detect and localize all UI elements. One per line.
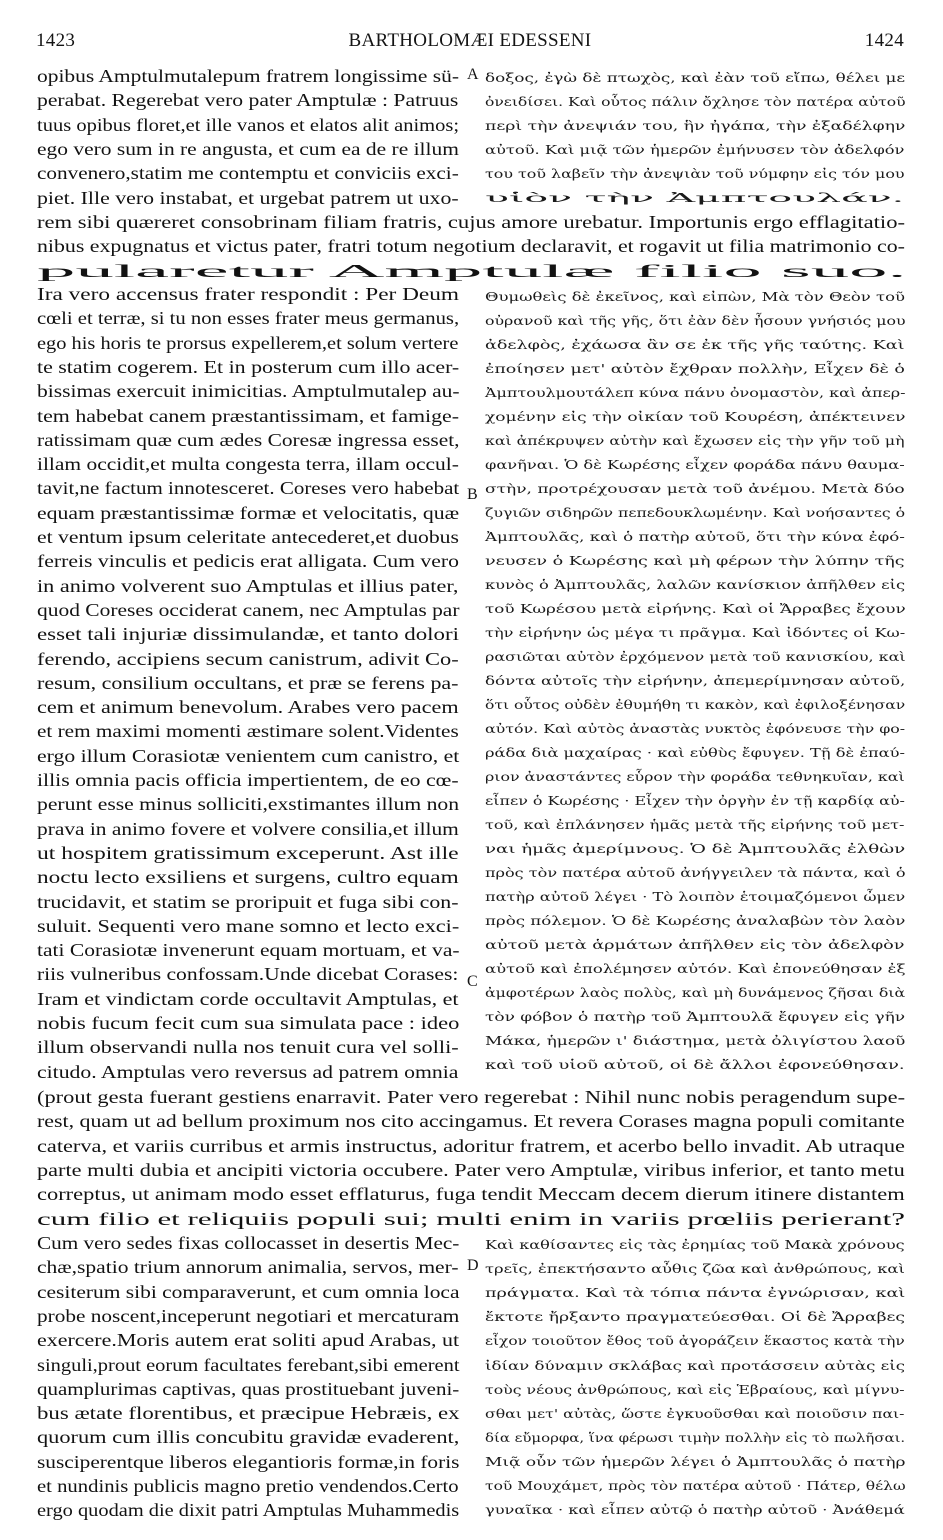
latin-line: ferendo, accipiens secum canistrum, adivit Co- <box>37 648 459 669</box>
greek-line: κυνὸς ὁ Ἀμπτουλᾶς, λαλῶν κανίσκιον ἀπῆλθεν εἰς <box>485 577 906 592</box>
greek-line: χομένην εἰς τὴν οἰκίαν τοῦ Κουρέση, ἀπέκτεινεν <box>485 409 906 424</box>
greek-line: Καὶ καθίσαντες εἰς τὰς ἐρημίας τοῦ Μακὰ χρόνους <box>485 1237 905 1252</box>
latin-line: tem habebat canem præstantissimam, et famige- <box>37 405 460 426</box>
greek-line: ὅτι οὗτος οὐδὲν ἐθυμήθη τι κακὸν, καὶ ἐφιλοξένησαν <box>485 697 906 712</box>
latin-line-full: nibus expugnatus et victus pater, fratri totum negotium declaravit, et rogavit ut filia matrimonio co- <box>37 236 905 257</box>
greek-line: τοῦ Κωρέσου μετὰ εἰρήνης. Καὶ οἱ Ἄρραβες ἔχουν <box>485 601 906 616</box>
greek-line: ἔκτοτε ἤρξαντο πραγματεύεσθαι. Οἱ δὲ Ἄρραβες <box>485 1309 906 1325</box>
greek-line: αὐτοῦ μετὰ ἁρμάτων ἀπῆλθεν εἰς τὸν ἀδελφὸν <box>485 937 905 952</box>
latin-line: probe noscent,inceperunt negotiari et mercaturam <box>37 1305 460 1326</box>
greek-line: στὴν, προτρέχουσαν μετὰ τοῦ ἀνέμου. Μετὰ δύο <box>485 481 905 496</box>
greek-line: περὶ τὴν ἀνεψιάν του, ἣν ἠγάπα, τὴν ἐξαδέλφην <box>485 118 906 133</box>
latin-line: quamplurimas captivas, quas prostituebant juveni- <box>37 1378 460 1399</box>
latin-line: Iram et vindictam corde occultavit Amptulas, et <box>37 988 459 1009</box>
latin-line-full: rest, quam ut ad bellum proximum nos cito accingamus. Et revera Corases magna populi comitante <box>37 1111 905 1132</box>
latin-line: prava in animo fovere et volvere consilia,et illum <box>37 818 459 839</box>
latin-line: ferreis vinculis et pedicis erat alligata. Cum vero <box>37 551 459 572</box>
greek-line: Μάκα, ἡμερῶν ι' διάστημα, μετὰ ὀλιγίστου λαοῦ <box>485 1033 906 1048</box>
latin-line: tavit,ne factum innotesceret. Coreses vero habebat <box>37 478 460 499</box>
greek-line: πράγματα. Καὶ τὰ τόπια πάντα ἐγνώρισαν, καὶ <box>485 1285 906 1301</box>
greek-line: εἶχον τοιοῦτον ἔθος τοῦ ἀγοράζειν ἕκαστος κατὰ τὴν <box>485 1333 905 1349</box>
latin-line: chæ,spatio trium annorum animalia, servos, mer- <box>37 1257 459 1278</box>
latin-line: singuli,prout eorum facultates ferebant,sibi emerent <box>37 1354 460 1375</box>
latin-line-full: cum filio et reliquiis populi sui; multi enim in variis prœliis perierant? <box>37 1208 906 1229</box>
greek-line: δία εὔμορφα, ἵνα φέρωσι τιμὴν πολλὴν εἰς τὸ πωλῆσαι. <box>485 1429 906 1445</box>
latin-line: trucidavit, et statim se proripuit et fuga sibi con- <box>37 891 459 912</box>
greek-line: τρεῖς, ἐπεκτήσαντο αὖθις ζῶα καὶ ἀνθρώπους, καὶ <box>485 1261 905 1277</box>
greek-line: ζυγιῶν σιδηρῶν πεπεδουκλωμένην. Καὶ νοήσαντες ὁ <box>485 505 906 520</box>
greek-line: αὐτοῦ καὶ ἐπολέμησεν αὐτόν. Καὶ ἐπονεύθησαν ἐξ <box>485 961 906 976</box>
greek-line: αὐτοῦ. Καὶ μιᾷ τῶν ἡμερῶν ἐμήνυσεν τὸν ἀδελφόν <box>485 142 905 157</box>
latin-line: citudo. Amptulas vero reversus ad patrem omnia <box>37 1061 459 1082</box>
latin-line: ut hospitem gratissimum exceperunt. Ast ille <box>37 842 459 863</box>
greek-line: καὶ τοῦ υἱοῦ αὐτοῦ, οἱ δὲ ἄλλοι ἐφονεύθησαν. <box>485 1057 905 1072</box>
greek-line: υἱὸν τὴν Ἀμπτουλάν. <box>485 190 905 205</box>
latin-line: bus ætate florentibus, et præcipue Hebræis, ex <box>37 1403 460 1424</box>
latin-line: Cum vero sedes fixas collocasset in desertis Mec- <box>37 1233 460 1253</box>
latin-line: tuus opibus floret,et ille vanos et elatos alit animos; <box>37 114 460 135</box>
latin-line: riis vulneribus confossam.Unde dicebat Corases: <box>37 964 459 985</box>
latin-line: ego his horis te prorsus expellerem,et solum vertere <box>37 332 459 353</box>
greek-line: ἐποίησεν μετ' αὐτὸν ἔχθραν πολλὴν, Εἶχεν δὲ ὁ <box>485 361 905 376</box>
greek-line: εἶπεν ὁ Κωρέσης · Εἶχεν τὴν ὀργὴν ἐν τῇ καρδίᾳ αὐ- <box>485 793 905 808</box>
greek-line: ὀνειδίσει. Καὶ οὗτος πάλιν ὄχλησε τὸν πατέρα αὐτοῦ <box>485 94 906 109</box>
latin-line-full: correptus, ut animam modo esset efflaturus, fuga tendit Meccam decem dierum itinere distantem <box>37 1184 905 1205</box>
margin-letter: B <box>467 486 478 503</box>
latin-line: equam præstantissimæ formæ et velocitatis, quæ <box>37 502 460 523</box>
page-header <box>36 30 904 58</box>
latin-line: et ventum ipsum celeritate antecederet,et duobus <box>37 527 459 547</box>
margin-letter: D <box>467 1257 479 1274</box>
greek-line: ἀδελφὸς, ἐχάωσα ἂν σε ἐκ τῆς γῆς ταύτης. Καὶ <box>485 337 905 352</box>
running-title: BARTHOLOMÆI EDESSENI <box>348 30 592 51</box>
latin-line: cesiterum sibi comparaverunt, et cum omnia loca <box>37 1281 460 1302</box>
latin-line: ergo quodam die dixit patri Amptulas Muhammedis <box>37 1500 460 1521</box>
latin-line: resum, consilium occultans, et præ se ferens pa- <box>37 672 459 693</box>
latin-line: Ira vero accensus frater respondit : Per Deum <box>37 284 460 304</box>
latin-line-full: rem sibi quæreret consobrinam filiam fratris, cujus amore urebatur. Importunis ergo efflagitatio- <box>37 212 906 232</box>
latin-line: te statim cogerem. Et in posterum cum illo acer- <box>37 356 460 377</box>
greek-line: τὸν φόβον ὁ πατὴρ τοῦ Ἀμπτουλᾶ ἔφυγεν εἰς γῆν <box>485 1009 906 1024</box>
latin-line: ergo illum Corasiotæ venientem cum canistro, et <box>37 745 460 766</box>
greek-line: πρὸς πόλεμον. Ὁ δὲ Κωρέσης ἀναλαβὼν τὸν λαὸν <box>485 913 906 928</box>
latin-line: cœli et terræ, si tu non esses frater meus germanus, <box>37 308 460 329</box>
greek-line: Μιᾷ οὖν τῶν ἡμερῶν λέγει ὁ Ἀμπτουλᾶς ὁ πατὴρ <box>485 1453 906 1469</box>
latin-line-full: parte multi dubia et ancipiti victoria occubere. Pater vero Amptulæ, viribus inferior, et tanto metu <box>37 1159 905 1180</box>
greek-line: πατὴρ αὐτοῦ λέγει · Τὸ λοιπὸν ἑτοιμαζόμενοι ὦμεν <box>485 889 906 904</box>
latin-line-full: pularetur Amptulæ filio suo. <box>37 260 907 281</box>
latin-line: cem et animum benevolum. Arabes vero pacem <box>37 697 459 718</box>
greek-line: τοῦ, καὶ ἐπλάνησεν ἡμᾶς μετὰ τῆς εἰρήνης τοῦ μετ- <box>485 817 905 832</box>
greek-line: φανῆναι. Ὁ δὲ Κωρέσης εἶχεν φοράδα πάνυ θαυμα- <box>485 457 905 472</box>
latin-line: illam occidit,et multa congesta terra, illam occul- <box>37 454 459 475</box>
greek-line: σθαι μετ' αὐτὰς, ὥστε ἐγκυοῦσθαι καὶ ποιοῦσιν παι- <box>485 1405 905 1421</box>
greek-line: πρὸς τὸν πατέρα αὐτοῦ ἀνήγγειλεν τὰ πάντα, καὶ ὁ <box>485 865 906 880</box>
greek-line: δοξος, ἐγὼ δὲ πτωχὸς, καὶ ἐὰν τοῦ εἴπω, θέλει με <box>485 70 906 85</box>
latin-line-full: (prout gesta fuerant gestiens enarravit. Pater vero regerebat : Nihil nunc nobis peragendum supe- <box>37 1087 906 1107</box>
greek-line: τοὺς νέους ἀνθρώπους, καὶ εἰς Ἑβραίους, καὶ μίγνυ- <box>485 1381 905 1397</box>
latin-line: opibus Amptulmutalepum fratrem longissime sü- <box>37 66 459 86</box>
greek-line: δόντα αὐτοῖς τὴν εἰρήνην, ἀπεμερίμνησαν αὐτοῦ, <box>485 673 906 688</box>
latin-line: et rem maximi momenti æstimare solent.Videntes <box>37 721 459 742</box>
latin-line: perunt esse minus solliciti,exstimantes illum non <box>37 794 460 815</box>
greek-line: ρασιῶται αὐτὸν ἐρχόμενον μετὰ τοῦ κανισκίου, καὶ <box>485 649 906 664</box>
latin-line: quod Coreses occiderat canem, nec Amptulas par <box>37 599 460 620</box>
latin-line: illis omnia pacis officia impertientem, de eo cœ- <box>37 770 459 790</box>
latin-line: susciperentque liberos elegantioris formæ,in foris <box>37 1451 460 1472</box>
greek-line: καὶ ἀπέκρυψεν αὐτὴν καὶ ἔχωσεν εἰς τὴν γῆν τοῦ μὴ <box>485 433 905 448</box>
greek-line: Ἀμπτουλμουτάλεπ κύνα πάνυ ὀνομαστὸν, καὶ ἀπερ- <box>485 385 906 400</box>
greek-line: αὐτόν. Καὶ αὐτὸς ἀναστὰς νυκτὸς ἐφόνευσε τὴν φο- <box>485 721 906 736</box>
latin-line: in animo volverent suo Amptulas et illius pater, <box>37 575 459 596</box>
latin-line: perabat. Regerebat vero pater Amptulæ : Patruus <box>37 90 459 111</box>
greek-line: Ἀμπτουλᾶς, καὶ ὁ πατὴρ αὐτοῦ, ὅτι τὴν κύνα ἐφό- <box>485 529 905 544</box>
greek-line: Θυμωθεὶς δὲ ἐκεῖνος, καὶ εἰπὼν, Μὰ τὸν Θεὸν τοῦ <box>485 289 905 304</box>
latin-line: tati Corasiotæ invenerunt equam mortuam, et va- <box>37 940 460 961</box>
greek-line: του τοῦ λαβεῖν τὴν ἀνεψιὰν τοῦ νύμφην εἰς τόν μου <box>485 166 905 181</box>
latin-line: esset tali injuriæ dissimulandæ, et tanto dolori <box>37 624 460 645</box>
latin-line: illum observandi nulla nos tenuit cura vel solli- <box>37 1037 459 1058</box>
greek-line: τοῦ Μουχάμετ, πρὸς τὸν πατέρα αὐτοῦ · Πάτερ, θέλω <box>485 1478 906 1493</box>
latin-line: convenero,statim me contemptu et conviciis exci- <box>37 163 459 184</box>
greek-line: τὴν εἰρήνην ὡς μέγα τι πρᾶγμα. Καὶ ἰδόντες οἱ Κω- <box>485 625 906 640</box>
greek-line: ριον ἀναστάντες εὗρον τὴν φοράδα τεθνηκυῖαν, καὶ <box>485 769 905 784</box>
page-number-left: 1423 <box>36 30 76 51</box>
greek-line: ράδα διὰ μαχαίρας · καὶ εὐθὺς ἔφυγεν. Τῇ δὲ ἐπαύ- <box>485 745 905 760</box>
greek-line: ἀμφοτέρων λαὸς πολὺς, καὶ μὴ δυνάμενος ζῆσαι διὰ <box>485 985 906 1000</box>
latin-line: nobis fucum fecit cum sua simulata pace : ideo <box>37 1013 460 1033</box>
latin-line: suluit. Sequenti vero mane somno et lecto exci- <box>37 915 460 936</box>
latin-line: ego vero sum in re angusta, et cum ea de re illum <box>37 138 459 159</box>
latin-line-full: caterva, et variis curribus et armis instructus, adoritur fratrem, et acerbo bello invadit. Ab utraque <box>37 1135 905 1156</box>
greek-line: ναι ἡμᾶς ἀμερίμνους. Ὁ δὲ Ἀμπτουλᾶς ἐλθὼν <box>485 841 906 856</box>
latin-line: piet. Ille vero instabat, et urgebat patrem ut uxo- <box>37 187 459 208</box>
latin-line: exercere.Moris autem erat soliti apud Arabas, ut <box>37 1330 460 1351</box>
margin-letter: A <box>467 66 479 83</box>
latin-line: ratissimam quæ cum ædes Coresæ ingressa esset, <box>37 429 460 450</box>
greek-line: ἰδίαν δύναμιν σκλάβας καὶ προτάσσειν αὐτὰς εἰς <box>485 1357 906 1373</box>
latin-line: et nundinis publicis magno pretio vendendos.Certo <box>37 1476 459 1496</box>
latin-line: noctu lecto exsiliens et surgens, cultro equam <box>37 867 459 888</box>
margin-letter: C <box>467 973 478 990</box>
page-number-right: 1424 <box>864 30 904 51</box>
latin-line: bissimas exercuit inimicitias. Amptulmutalep au- <box>37 381 460 402</box>
greek-line: γυναῖκα · καὶ εἶπεν αὐτῷ ὁ πατὴρ αὐτοῦ · Ἀνάθεμά <box>485 1502 905 1518</box>
greek-line: οὐρανοῦ καὶ τῆς γῆς, ὅτι ἐὰν δὲν ἦσουν γνήσιός μου <box>485 313 906 328</box>
greek-line: νευσεν ὁ Κωρέσης καὶ μὴ φέρων τὴν λύπην τῆς <box>485 553 905 568</box>
latin-line: quorum cum illis concubitu gravidæ evaderent, <box>37 1427 460 1448</box>
